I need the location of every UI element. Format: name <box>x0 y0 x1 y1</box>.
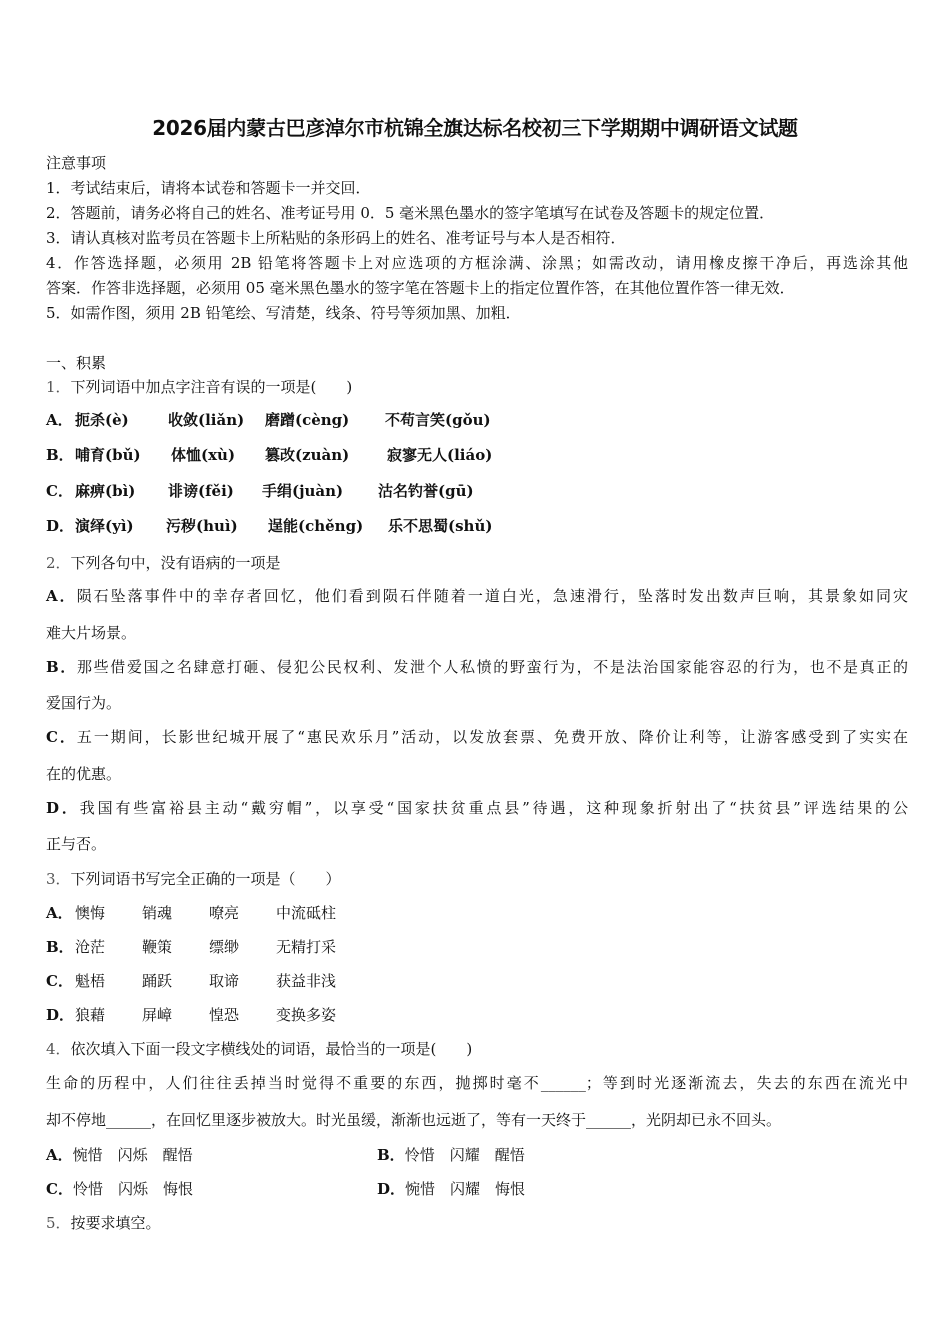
question-2-option-b <box>46 656 908 677</box>
option-word: 污秽(huì) <box>166 517 238 535</box>
option-word: 踊跃 <box>142 972 173 990</box>
question-1-option-b <box>46 444 906 464</box>
question-4-options-row-2 <box>46 1178 906 1198</box>
question-1-option-c <box>46 480 906 500</box>
option-label: C． <box>46 482 73 500</box>
question-2-option-d <box>46 797 908 818</box>
option-word: 逞能(chěng) <box>268 517 364 535</box>
option-word: 惶恐 <box>209 1006 240 1024</box>
question-1-stem <box>46 376 352 397</box>
option-label: C． <box>46 728 77 746</box>
option-word: 手绢(juàn) <box>262 482 344 500</box>
option-text: 那些借爱国之名肆意打砸、侵犯公民权利、发泄个人私愤的野蛮行为，不是法治国家能容忍的行为，也不是真正的 <box>76 658 908 676</box>
option-word: 扼杀(è) <box>75 411 129 429</box>
option-label: B． <box>46 446 74 464</box>
option-word: 懊悔 <box>75 904 106 922</box>
notice-item: 4．作答选择题，必须用 2B 铅笔将答题卡上对应选项的方框涂满、涂黑；如需改动，请用橡皮擦干净后，再选涂其他 <box>46 254 908 272</box>
option-text: 怜惜 闪耀 醒悟 <box>404 1146 525 1164</box>
option-word: 取谛 <box>209 972 240 990</box>
option-word: 磨蹭(cèng) <box>265 411 350 429</box>
option-word: 演绎(yì) <box>75 517 134 535</box>
option-word: 乐不思蜀(shǔ) <box>388 517 493 535</box>
question-number: 3． <box>46 870 71 888</box>
option-label: C． <box>46 1180 73 1198</box>
notice-heading: 注意事项 <box>46 154 107 172</box>
notice-item: 1．考试结束后，请将本试卷和答题卡一并交回． <box>46 179 371 197</box>
option-text-continued: 难大片场景。 <box>46 624 137 642</box>
question-2-option-c <box>46 726 908 747</box>
question-2-option-a <box>46 585 908 606</box>
option-label: C． <box>46 972 73 990</box>
option-word: 无精打采 <box>276 938 337 956</box>
question-text: 依次填入下面一段文字横线处的词语，最恰当的一项是( ) <box>70 1040 473 1058</box>
option-word: 鞭策 <box>142 938 173 956</box>
option-word: 狼藉 <box>75 1006 106 1024</box>
option-word: 缥缈 <box>209 938 240 956</box>
option-word: 哺育(bǔ) <box>75 446 141 464</box>
question-1-option-d <box>46 515 906 535</box>
question-text: 下列词语中加点字注音有误的一项是( ) <box>70 378 353 396</box>
question-number: 2． <box>46 554 71 572</box>
question-4-option-c <box>46 1178 193 1199</box>
option-label: B． <box>377 1146 405 1164</box>
option-text: 我国有些富裕县主动“戴穷帽”，以享受“国家扶贫重点县”待遇，这种现象折射出了“扶贫县”评选结果的公 <box>79 799 908 817</box>
question-number: 4． <box>46 1040 71 1058</box>
notice-item: 答案．作答非选择题，必须用 05 毫米黑色墨水的签字笔在答题卡上的指定位置作答，在其他位置作答一律无效． <box>46 279 795 297</box>
option-word: 不苟言笑(gǒu) <box>385 411 491 429</box>
option-word: 销魂 <box>142 904 173 922</box>
option-label: A． <box>46 411 73 429</box>
question-text: 下列各句中，没有语病的一项是 <box>70 554 281 572</box>
option-label: A． <box>46 1146 73 1164</box>
option-text-continued: 在的优惠。 <box>46 765 122 783</box>
option-text: 怜惜 闪烁 悔恨 <box>72 1180 193 1198</box>
question-3-option-b <box>46 936 906 956</box>
section-heading: 一、积累 <box>46 354 107 372</box>
question-number: 5． <box>46 1214 71 1232</box>
question-5-stem <box>46 1212 161 1233</box>
option-label: A． <box>46 587 77 605</box>
question-3-option-a <box>46 902 906 922</box>
question-4-passage: 生命的历程中，人们往往丢掉当时觉得不重要的东西，抛掷时毫不______；等到时光逐渐流去，失去的东西在流光中 <box>46 1074 908 1092</box>
option-text: 五一期间，长影世纪城开展了“惠民欢乐月”活动，以发放套票、免费开放、降价让利等，让游客感受到了实实在 <box>76 728 908 746</box>
question-3-stem <box>46 868 341 889</box>
option-word: 收敛(liǎn) <box>168 411 245 429</box>
option-word: 魁梧 <box>75 972 106 990</box>
option-label: D． <box>46 799 80 817</box>
question-3-option-c <box>46 970 906 990</box>
option-word: 沽名钓誉(gū) <box>378 482 474 500</box>
option-label: B． <box>46 938 74 956</box>
question-number: 1． <box>46 378 71 396</box>
page-title: 2026届内蒙古巴彦淖尔市杭锦全旗达标名校初三下学期期中调研语文试题 <box>152 116 798 140</box>
option-text: 惋惜 闪耀 悔恨 <box>405 1180 526 1198</box>
option-word: 体恤(xù) <box>171 446 236 464</box>
question-4-option-b <box>377 1144 525 1165</box>
option-word: 诽谤(fěi) <box>168 482 234 500</box>
question-4-option-a <box>46 1144 193 1165</box>
question-1-option-a <box>46 409 906 429</box>
notice-item: 3．请认真核对监考员在答题卡上所粘贴的条形码上的姓名、准考证号与本人是否相符． <box>46 229 626 247</box>
option-word: 麻痹(bì) <box>75 482 136 500</box>
option-text-continued: 爱国行为。 <box>46 694 122 712</box>
question-text: 下列词语书写完全正确的一项是（ ） <box>70 870 341 888</box>
option-word: 寂寥无人(liáo) <box>387 446 493 464</box>
option-label: D． <box>46 517 75 535</box>
option-word: 屏嶂 <box>142 1006 173 1024</box>
option-word: 嘹亮 <box>209 904 240 922</box>
question-2-stem <box>46 552 281 573</box>
option-label: B． <box>46 658 77 676</box>
question-4-passage: 却不停地______，在回忆里逐步被放大。时光虽缓，渐渐也远逝了，等有一天终于______，光阴却已永不回头。 <box>46 1111 782 1129</box>
question-3-option-d <box>46 1004 906 1024</box>
notice-item: 2．答题前，请务必将自己的姓名、准考证号用 0．5 毫米黑色墨水的签字笔填写在试卷及答题卡的规定位置． <box>46 204 775 222</box>
option-label: D． <box>377 1180 406 1198</box>
option-word: 中流砥柱 <box>276 904 337 922</box>
question-4-stem <box>46 1038 472 1059</box>
option-label: A． <box>46 904 73 922</box>
notice-item: 5．如需作图，须用 2B 铅笔绘、写清楚，线条、符号等须加黑、加粗． <box>46 304 521 322</box>
option-text: 陨石坠落事件中的幸存者回忆，他们看到陨石伴随着一道白光，急速滑行，坠落时发出数声巨响，其景象如同灾 <box>76 587 908 605</box>
question-4-option-d <box>377 1178 525 1199</box>
option-word: 变换多姿 <box>276 1006 337 1024</box>
option-word: 沧茫 <box>75 938 106 956</box>
option-word: 篡改(zuàn) <box>265 446 350 464</box>
option-word: 获益非浅 <box>276 972 337 990</box>
question-4-options-row-1 <box>46 1144 906 1164</box>
option-label: D． <box>46 1006 75 1024</box>
question-text: 按要求填空。 <box>70 1214 161 1232</box>
option-text-continued: 正与否。 <box>46 835 107 853</box>
option-text: 惋惜 闪烁 醒悟 <box>72 1146 193 1164</box>
